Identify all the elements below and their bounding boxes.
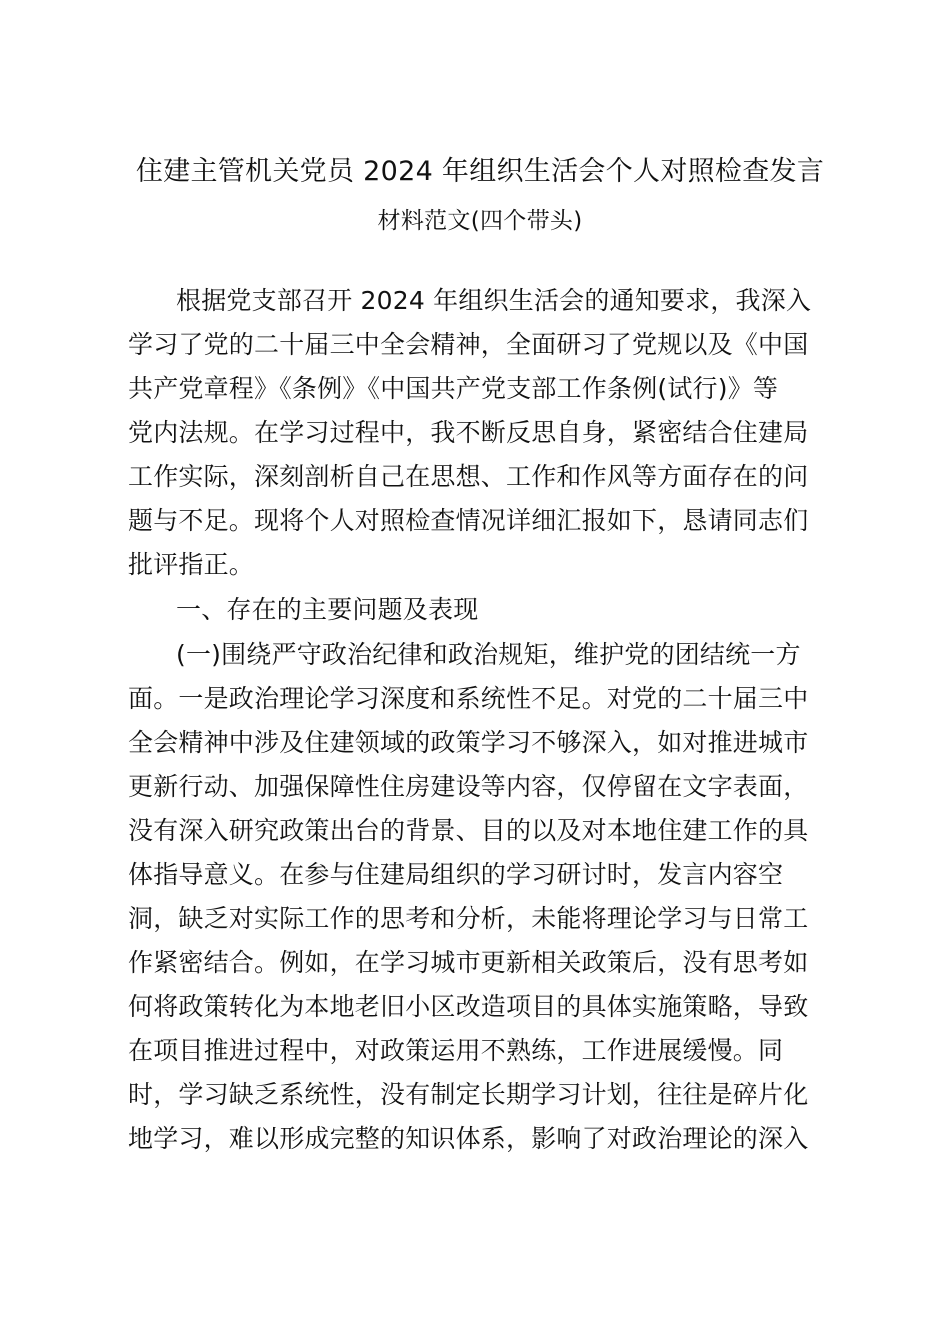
paragraph-line: 洞，缺乏对实际工作的思考和分析，未能将理论学习与日常工	[128, 904, 809, 933]
paragraph-line: 在项目推进过程中，对政策运用不熟练，工作进展缓慢。同	[128, 1036, 784, 1065]
paragraph-line: 学习了党的二十届三中全会精神，全面研习了党规以及《中国	[128, 330, 809, 359]
paragraph-line: 更新行动、加强保障性住房建设等内容，仅停留在文字表面，	[128, 772, 809, 801]
paragraph-line: 面。一是政治理论学习深度和系统性不足。对党的二十届三中	[128, 684, 809, 713]
paragraph-line: 工作实际，深刻剖析自己在思想、工作和作风等方面存在的问	[128, 462, 809, 491]
document-title: 住建主管机关党员 2024 年组织生活会个人对照检查发言	[135, 156, 825, 187]
paragraph-line: (一)围绕严守政治纪律和政治规矩，维护党的团结统一方	[176, 640, 801, 669]
paragraph-line: 没有深入研究政策出台的背景、目的以及对本地住建工作的具	[128, 816, 809, 845]
paragraph-line: 批评指正。	[128, 550, 255, 579]
section-heading: 一、存在的主要问题及表现	[176, 595, 479, 624]
paragraph-line: 作紧密结合。例如，在学习城市更新相关政策后，没有思考如	[128, 948, 809, 977]
paragraph-line: 何将政策转化为本地老旧小区改造项目的具体实施策略，导致	[128, 992, 809, 1021]
paragraph-line: 地学习，难以形成完整的知识体系，影响了对政治理论的深入	[128, 1124, 809, 1153]
paragraph-line: 题与不足。现将个人对照检查情况详细汇报如下，恳请同志们	[128, 506, 809, 535]
document-subtitle: 材料范文(四个带头)	[377, 208, 583, 234]
paragraph-line: 共产党章程》《条例》《中国共产党支部工作条例(试行)》等	[128, 374, 779, 403]
paragraph-line: 党内法规。在学习过程中，我不断反思自身，紧密结合住建局	[128, 418, 809, 447]
paragraph-line: 体指导意义。在参与住建局组织的学习研讨时，发言内容空	[128, 860, 784, 889]
paragraph-line: 时，学习缺乏系统性，没有制定长期学习计划，往往是碎片化	[128, 1080, 809, 1109]
paragraph-line: 根据党支部召开 2024 年组织生活会的通知要求，我深入	[176, 286, 812, 315]
paragraph-line: 全会精神中涉及住建领域的政策学习不够深入，如对推进城市	[128, 728, 809, 757]
